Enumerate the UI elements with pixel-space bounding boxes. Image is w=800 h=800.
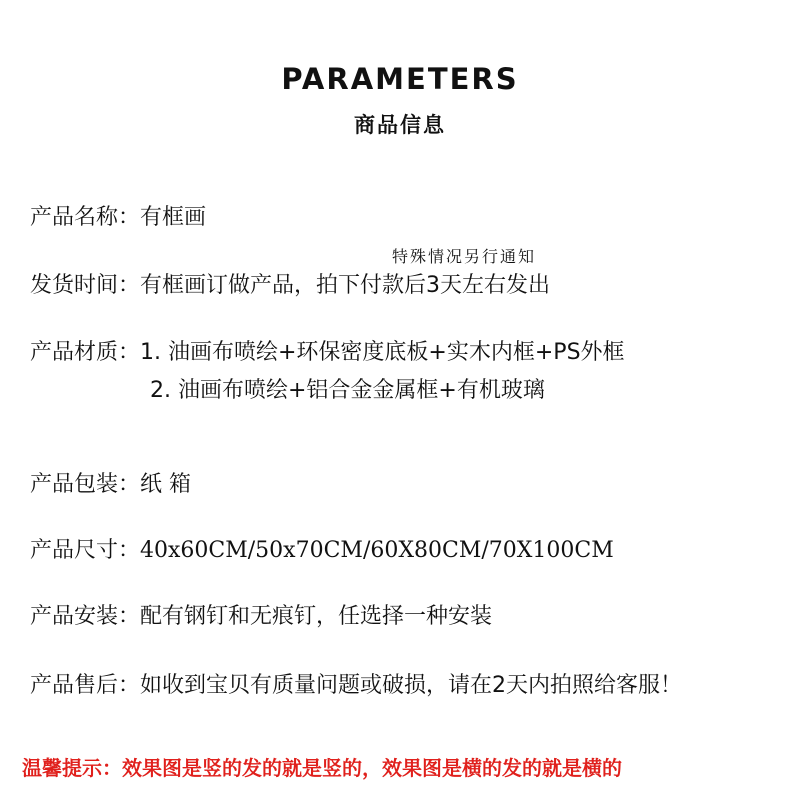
param-label-aftersale: 产品售后：: [30, 673, 141, 698]
param-value-shipping: 有框画订做产品，拍下付款后3天左右发出: [140, 273, 551, 298]
param-value-size: 40x60CM/50x70CM/60X80CM/70X100CM: [140, 538, 614, 563]
special-note: 特殊情况另行通知: [392, 247, 537, 266]
warning-note: 温馨提示：效果图是竖的发的就是竖的，效果图是横的发的就是横的: [22, 756, 622, 780]
param-row-aftersale: [30, 671, 682, 701]
param-row-install: [30, 602, 492, 632]
page-title: PARAMETERS: [281, 62, 519, 96]
param-label-material: 产品材质：: [30, 340, 141, 365]
param-row-material: [30, 338, 625, 368]
param-row-name: [30, 203, 206, 233]
param-row-shipping: [30, 271, 550, 301]
param-label-install: 产品安装：: [30, 604, 141, 629]
param-value-packaging: 纸 箱: [140, 472, 192, 497]
param-row-packaging: [30, 470, 191, 500]
param-label-size: 产品尺寸：: [30, 538, 141, 563]
param-row-size: [30, 536, 614, 566]
param-value-material-1: 1. 油画布喷绘+环保密度底板+实木内框+PS外框: [140, 340, 625, 365]
param-row-material-2: [150, 376, 545, 406]
param-label-shipping: 发货时间：: [30, 273, 141, 298]
page-subtitle: 商品信息: [354, 113, 446, 137]
param-value-install: 配有钢钉和无痕钉，任选择一种安装: [140, 604, 493, 629]
param-value-name: 有框画: [140, 205, 207, 230]
param-value-aftersale: 如收到宝贝有质量问题或破损，请在2天内拍照给客服！: [140, 673, 683, 698]
param-label-packaging: 产品包装：: [30, 472, 141, 497]
param-value-material-2: 2. 油画布喷绘+铝合金金属框+有机玻璃: [150, 378, 545, 403]
param-label-name: 产品名称：: [30, 205, 141, 230]
